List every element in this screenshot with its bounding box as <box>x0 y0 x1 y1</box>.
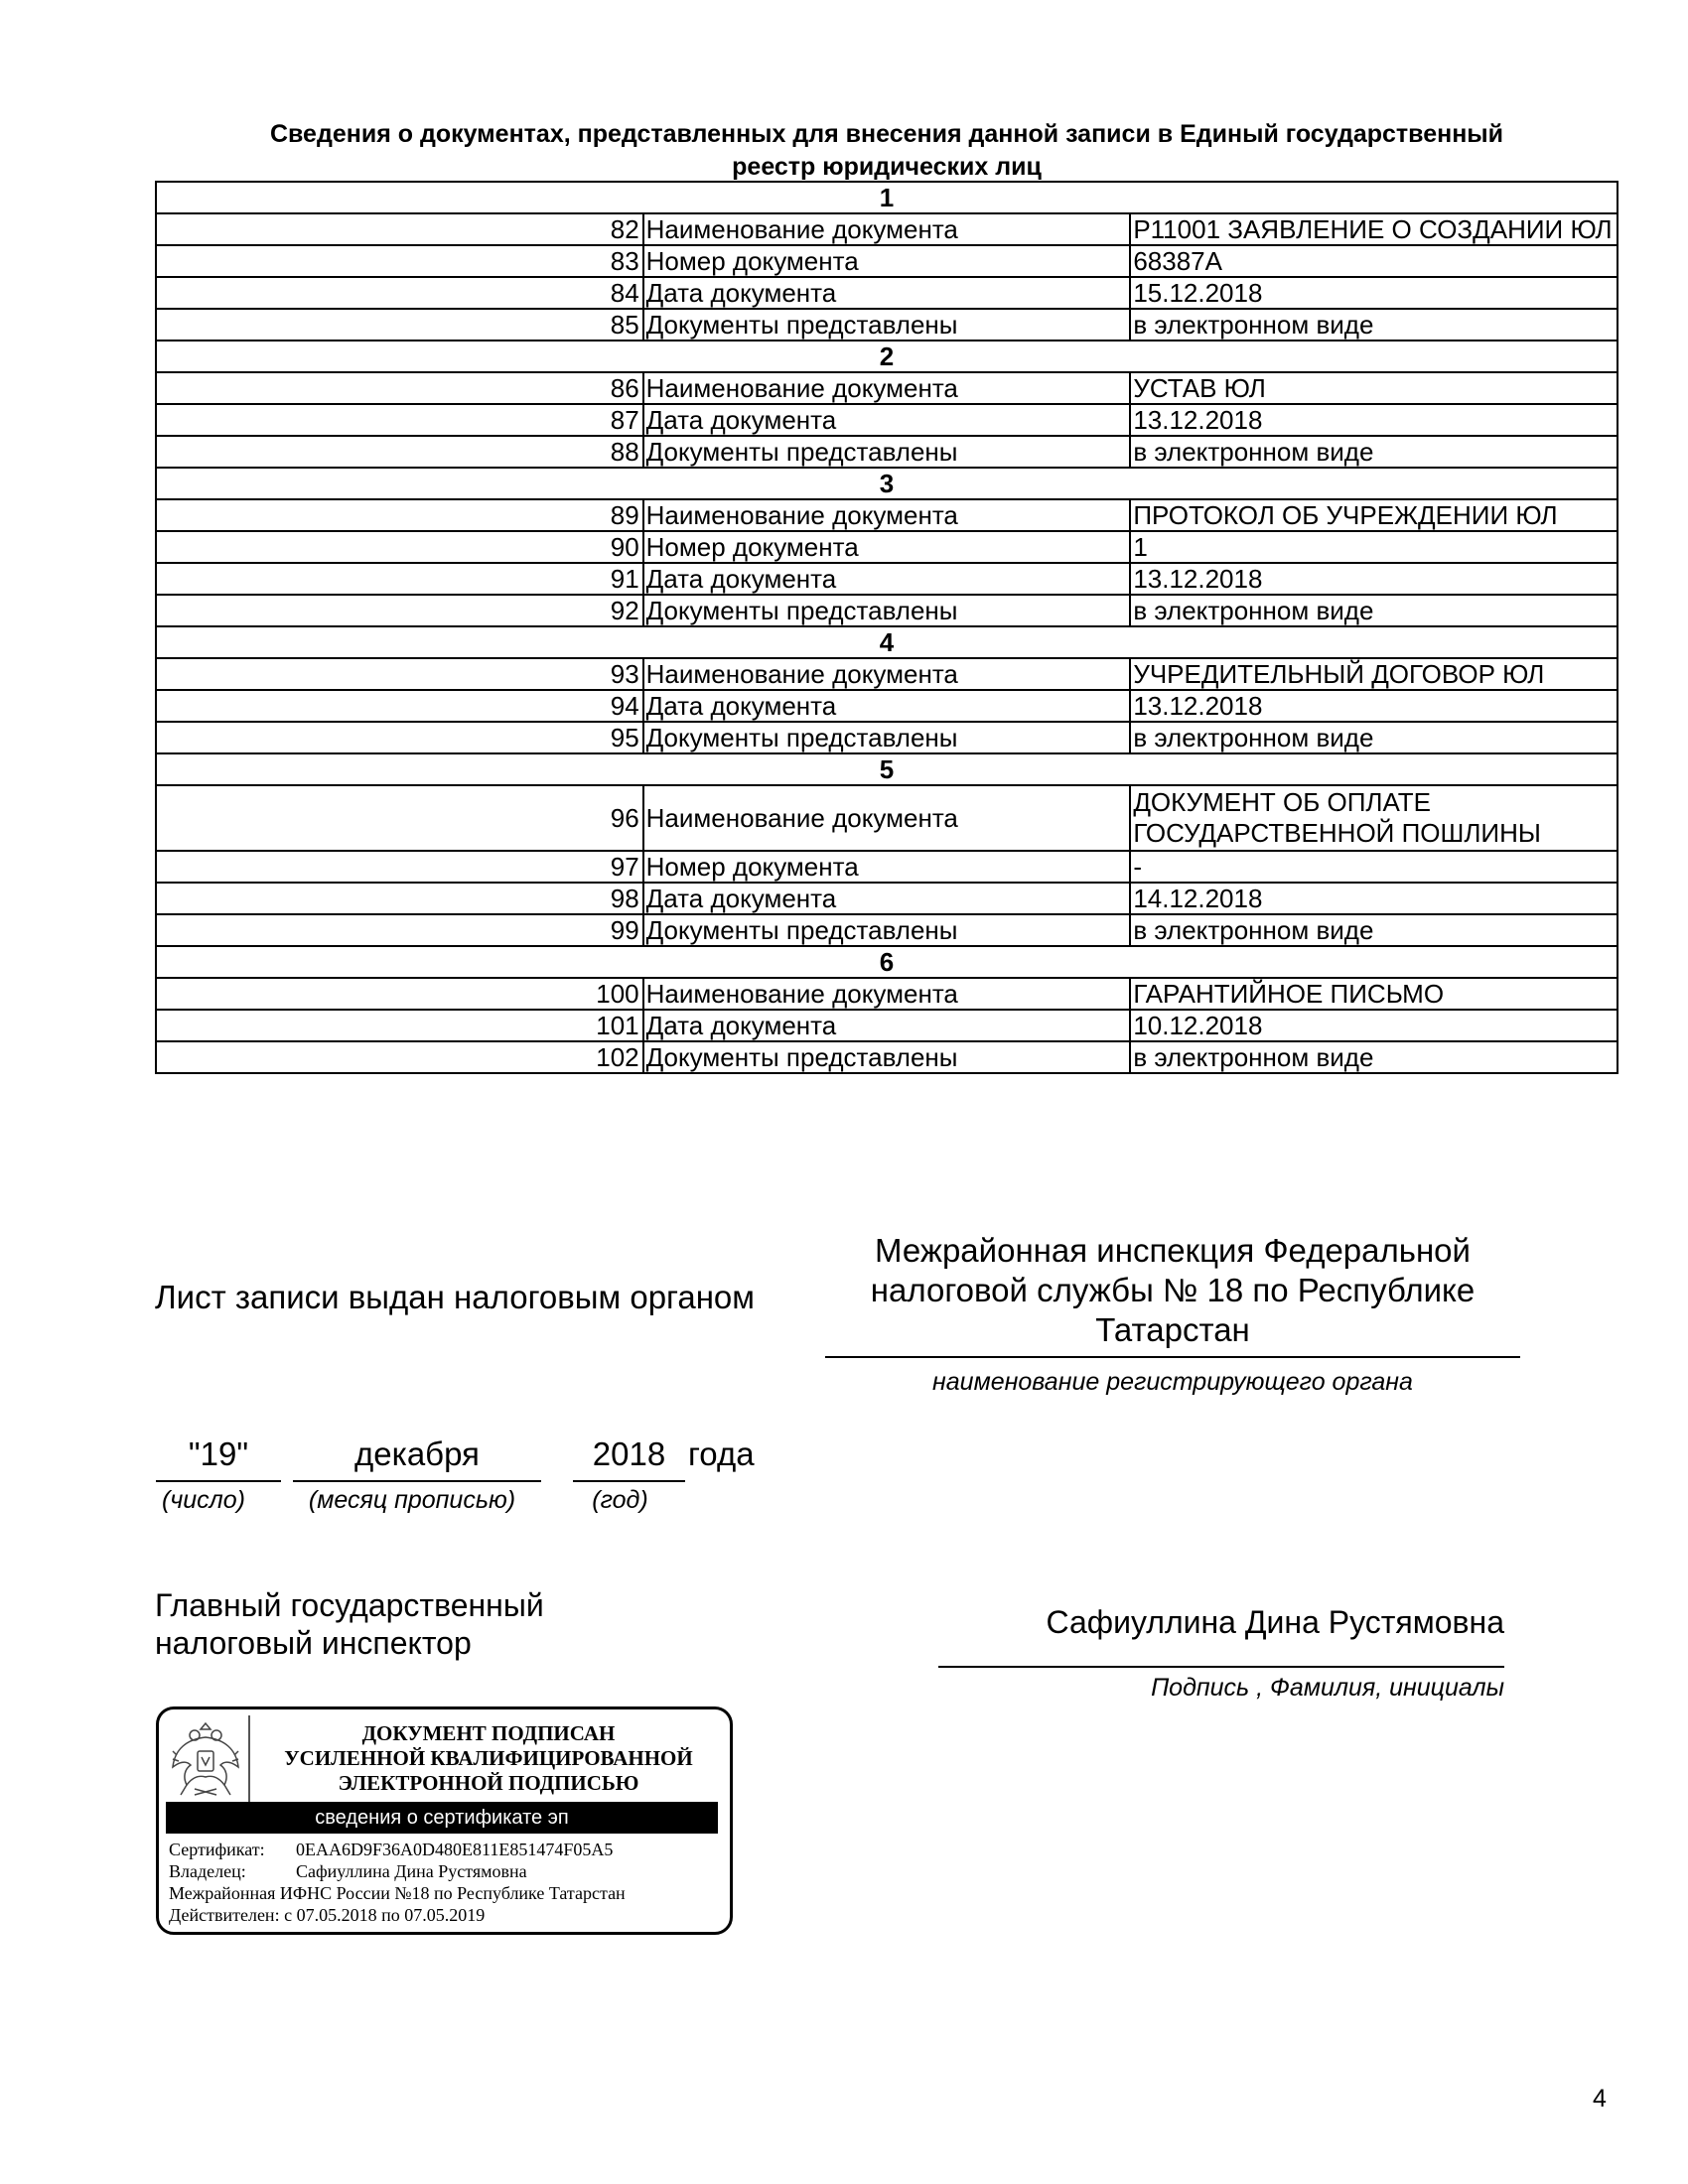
field-value: УСТАВ ЮЛ <box>1130 372 1618 404</box>
table-row <box>156 1041 1618 1073</box>
stamp-heading-line-1: ДОКУМЕНТ ПОДПИСАН <box>361 1721 616 1745</box>
section-header-row <box>156 753 1618 785</box>
authority-line-2: налоговой службы № 18 по Республике <box>870 1272 1476 1308</box>
documents-table <box>155 181 1618 1074</box>
table-row <box>156 883 1618 914</box>
date-day-caption: (число) <box>162 1486 245 1514</box>
field-value: ПРОТОКОЛ ОБ УЧРЕЖДЕНИИ ЮЛ <box>1130 499 1618 531</box>
certificate-value: 0EAA6D9F36A0D480E811E851474F05A5 <box>296 1840 614 1859</box>
section-header-row <box>156 946 1618 978</box>
field-name: Документы представлены <box>643 309 1131 341</box>
row-number: 89 <box>156 499 643 531</box>
field-value: ГАРАНТИЙНОЕ ПИСЬМО <box>1130 978 1618 1010</box>
field-name: Номер документа <box>643 531 1131 563</box>
field-name: Дата документа <box>643 277 1131 309</box>
section-number: 4 <box>156 626 1618 658</box>
field-value: в электронном виде <box>1130 722 1618 753</box>
authority-line-3: Татарстан <box>1095 1311 1250 1348</box>
authority-caption: наименование регистрирующего органа <box>932 1368 1413 1396</box>
field-name: Номер документа <box>643 245 1131 277</box>
field-value: в электронном виде <box>1130 914 1618 946</box>
row-number: 87 <box>156 404 643 436</box>
position-line-1: Главный государственный <box>155 1587 544 1623</box>
owner-value: Сафиуллина Дина Рустямовна <box>296 1861 527 1881</box>
section-number: 1 <box>156 182 1618 213</box>
certificate-info-bar: сведения о сертификате эп <box>166 1802 718 1834</box>
row-number: 88 <box>156 436 643 468</box>
field-name: Наименование документа <box>643 658 1131 690</box>
table-row <box>156 978 1618 1010</box>
section-header-row <box>156 341 1618 372</box>
owner-label: Владелец: <box>169 1861 246 1881</box>
section-header-row <box>156 468 1618 499</box>
table-row <box>156 372 1618 404</box>
section-header-row <box>156 626 1618 658</box>
field-name: Дата документа <box>643 563 1131 595</box>
validity-label: Действителен: <box>169 1905 280 1925</box>
field-value: 1 <box>1130 531 1618 563</box>
date-year: 2018 <box>592 1435 666 1472</box>
table-row <box>156 658 1618 690</box>
field-name: Дата документа <box>643 690 1131 722</box>
field-name: Наименование документа <box>643 372 1131 404</box>
issued-by-label: Лист записи выдан налоговым органом <box>155 1279 755 1315</box>
document-title <box>155 118 1618 184</box>
table-row <box>156 404 1618 436</box>
signer-caption: Подпись , Фамилия, инициалы <box>1151 1674 1504 1702</box>
field-value: - <box>1130 851 1618 883</box>
row-number: 91 <box>156 563 643 595</box>
table-row <box>156 436 1618 468</box>
authority-line-1: Межрайонная инспекция Федеральной <box>875 1232 1471 1269</box>
signer-position <box>155 1586 544 1662</box>
table-row <box>156 499 1618 531</box>
russian-coat-of-arms-icon <box>167 1715 250 1803</box>
page-number: 4 <box>1593 2085 1607 2113</box>
title-line-2: реестр юридических лиц <box>732 153 1042 181</box>
stamp-heading-line-2: УСИЛЕННОЙ КВАЛИФИЦИРОВАННОЙ <box>284 1746 693 1770</box>
field-value: ДОКУМЕНТ ОБ ОПЛАТЕ ГОСУДАРСТВЕННОЙ ПОШЛИНЫ <box>1130 785 1618 851</box>
field-value: 10.12.2018 <box>1130 1010 1618 1041</box>
validity-value: с 07.05.2018 по 07.05.2019 <box>284 1905 486 1925</box>
table-row <box>156 531 1618 563</box>
owner-row <box>169 1860 626 1882</box>
field-name: Номер документа <box>643 851 1131 883</box>
row-number: 95 <box>156 722 643 753</box>
date-year-caption: (год) <box>592 1486 648 1514</box>
field-value: Р11001 ЗАЯВЛЕНИЕ О СОЗДАНИИ ЮЛ <box>1130 213 1618 245</box>
validity-row <box>169 1904 626 1926</box>
field-value: 14.12.2018 <box>1130 883 1618 914</box>
table-row <box>156 785 1618 851</box>
table-row <box>156 914 1618 946</box>
row-number: 99 <box>156 914 643 946</box>
field-name: Дата документа <box>643 1010 1131 1041</box>
table-row <box>156 851 1618 883</box>
field-value: в электронном виде <box>1130 1041 1618 1073</box>
table-row <box>156 690 1618 722</box>
stamp-heading <box>250 1721 727 1796</box>
row-number: 84 <box>156 277 643 309</box>
row-number: 98 <box>156 883 643 914</box>
field-name: Дата документа <box>643 883 1131 914</box>
row-number: 101 <box>156 1010 643 1041</box>
registering-authority-name <box>825 1231 1520 1350</box>
field-name: Документы представлены <box>643 436 1131 468</box>
electronic-signature-stamp <box>156 1706 733 1935</box>
table-row <box>156 722 1618 753</box>
field-value: 13.12.2018 <box>1130 690 1618 722</box>
date-month-caption: (месяц прописью) <box>308 1486 516 1514</box>
table-row <box>156 1010 1618 1041</box>
section-number: 3 <box>156 468 1618 499</box>
authority-underline <box>825 1356 1520 1358</box>
date-day-underline <box>156 1480 281 1482</box>
date-month-underline <box>293 1480 541 1482</box>
table-row <box>156 277 1618 309</box>
table-row <box>156 213 1618 245</box>
field-name: Наименование документа <box>643 499 1131 531</box>
issuer-row: Межрайонная ИФНС России №18 по Республике Татарстан <box>169 1883 626 1903</box>
certificate-row <box>169 1839 626 1860</box>
signer-underline <box>938 1666 1504 1668</box>
row-number: 92 <box>156 595 643 626</box>
field-value: 68387А <box>1130 245 1618 277</box>
section-number: 2 <box>156 341 1618 372</box>
field-value: в электронном виде <box>1130 436 1618 468</box>
certificate-details <box>169 1839 626 1926</box>
row-number: 90 <box>156 531 643 563</box>
field-name: Документы представлены <box>643 914 1131 946</box>
field-value: УЧРЕДИТЕЛЬНЫЙ ДОГОВОР ЮЛ <box>1130 658 1618 690</box>
field-name: Наименование документа <box>643 785 1131 851</box>
row-number: 97 <box>156 851 643 883</box>
section-header-row <box>156 182 1618 213</box>
row-number: 82 <box>156 213 643 245</box>
row-number: 93 <box>156 658 643 690</box>
field-name: Наименование документа <box>643 978 1131 1010</box>
signer-name: Сафиуллина Дина Рустямовна <box>1046 1604 1504 1640</box>
date-year-suffix: года <box>688 1435 755 1472</box>
section-number: 6 <box>156 946 1618 978</box>
section-number: 5 <box>156 753 1618 785</box>
field-name: Дата документа <box>643 404 1131 436</box>
row-number: 86 <box>156 372 643 404</box>
field-value: в электронном виде <box>1130 595 1618 626</box>
date-month: декабря <box>354 1435 480 1472</box>
table-row <box>156 309 1618 341</box>
row-number: 83 <box>156 245 643 277</box>
stamp-heading-line-3: ЭЛЕКТРОННОЙ ПОДПИСЬЮ <box>338 1771 639 1795</box>
table-row <box>156 245 1618 277</box>
field-value: 13.12.2018 <box>1130 563 1618 595</box>
field-value: 15.12.2018 <box>1130 277 1618 309</box>
field-value: в электронном виде <box>1130 309 1618 341</box>
date-year-underline <box>573 1480 685 1482</box>
field-name: Документы представлены <box>643 1041 1131 1073</box>
row-number: 94 <box>156 690 643 722</box>
title-line-1: Сведения о документах, представленных для внесения данной записи в Единый государственный <box>269 120 1504 148</box>
table-row <box>156 563 1618 595</box>
field-value: 13.12.2018 <box>1130 404 1618 436</box>
field-name: Наименование документа <box>643 213 1131 245</box>
field-name: Документы представлены <box>643 595 1131 626</box>
table-row <box>156 595 1618 626</box>
row-number: 102 <box>156 1041 643 1073</box>
row-number: 85 <box>156 309 643 341</box>
position-line-2: налоговый инспектор <box>155 1625 472 1661</box>
row-number: 100 <box>156 978 643 1010</box>
field-name: Документы представлены <box>643 722 1131 753</box>
certificate-label: Сертификат: <box>169 1840 265 1859</box>
row-number: 96 <box>156 785 643 851</box>
date-day: "19" <box>188 1435 249 1472</box>
